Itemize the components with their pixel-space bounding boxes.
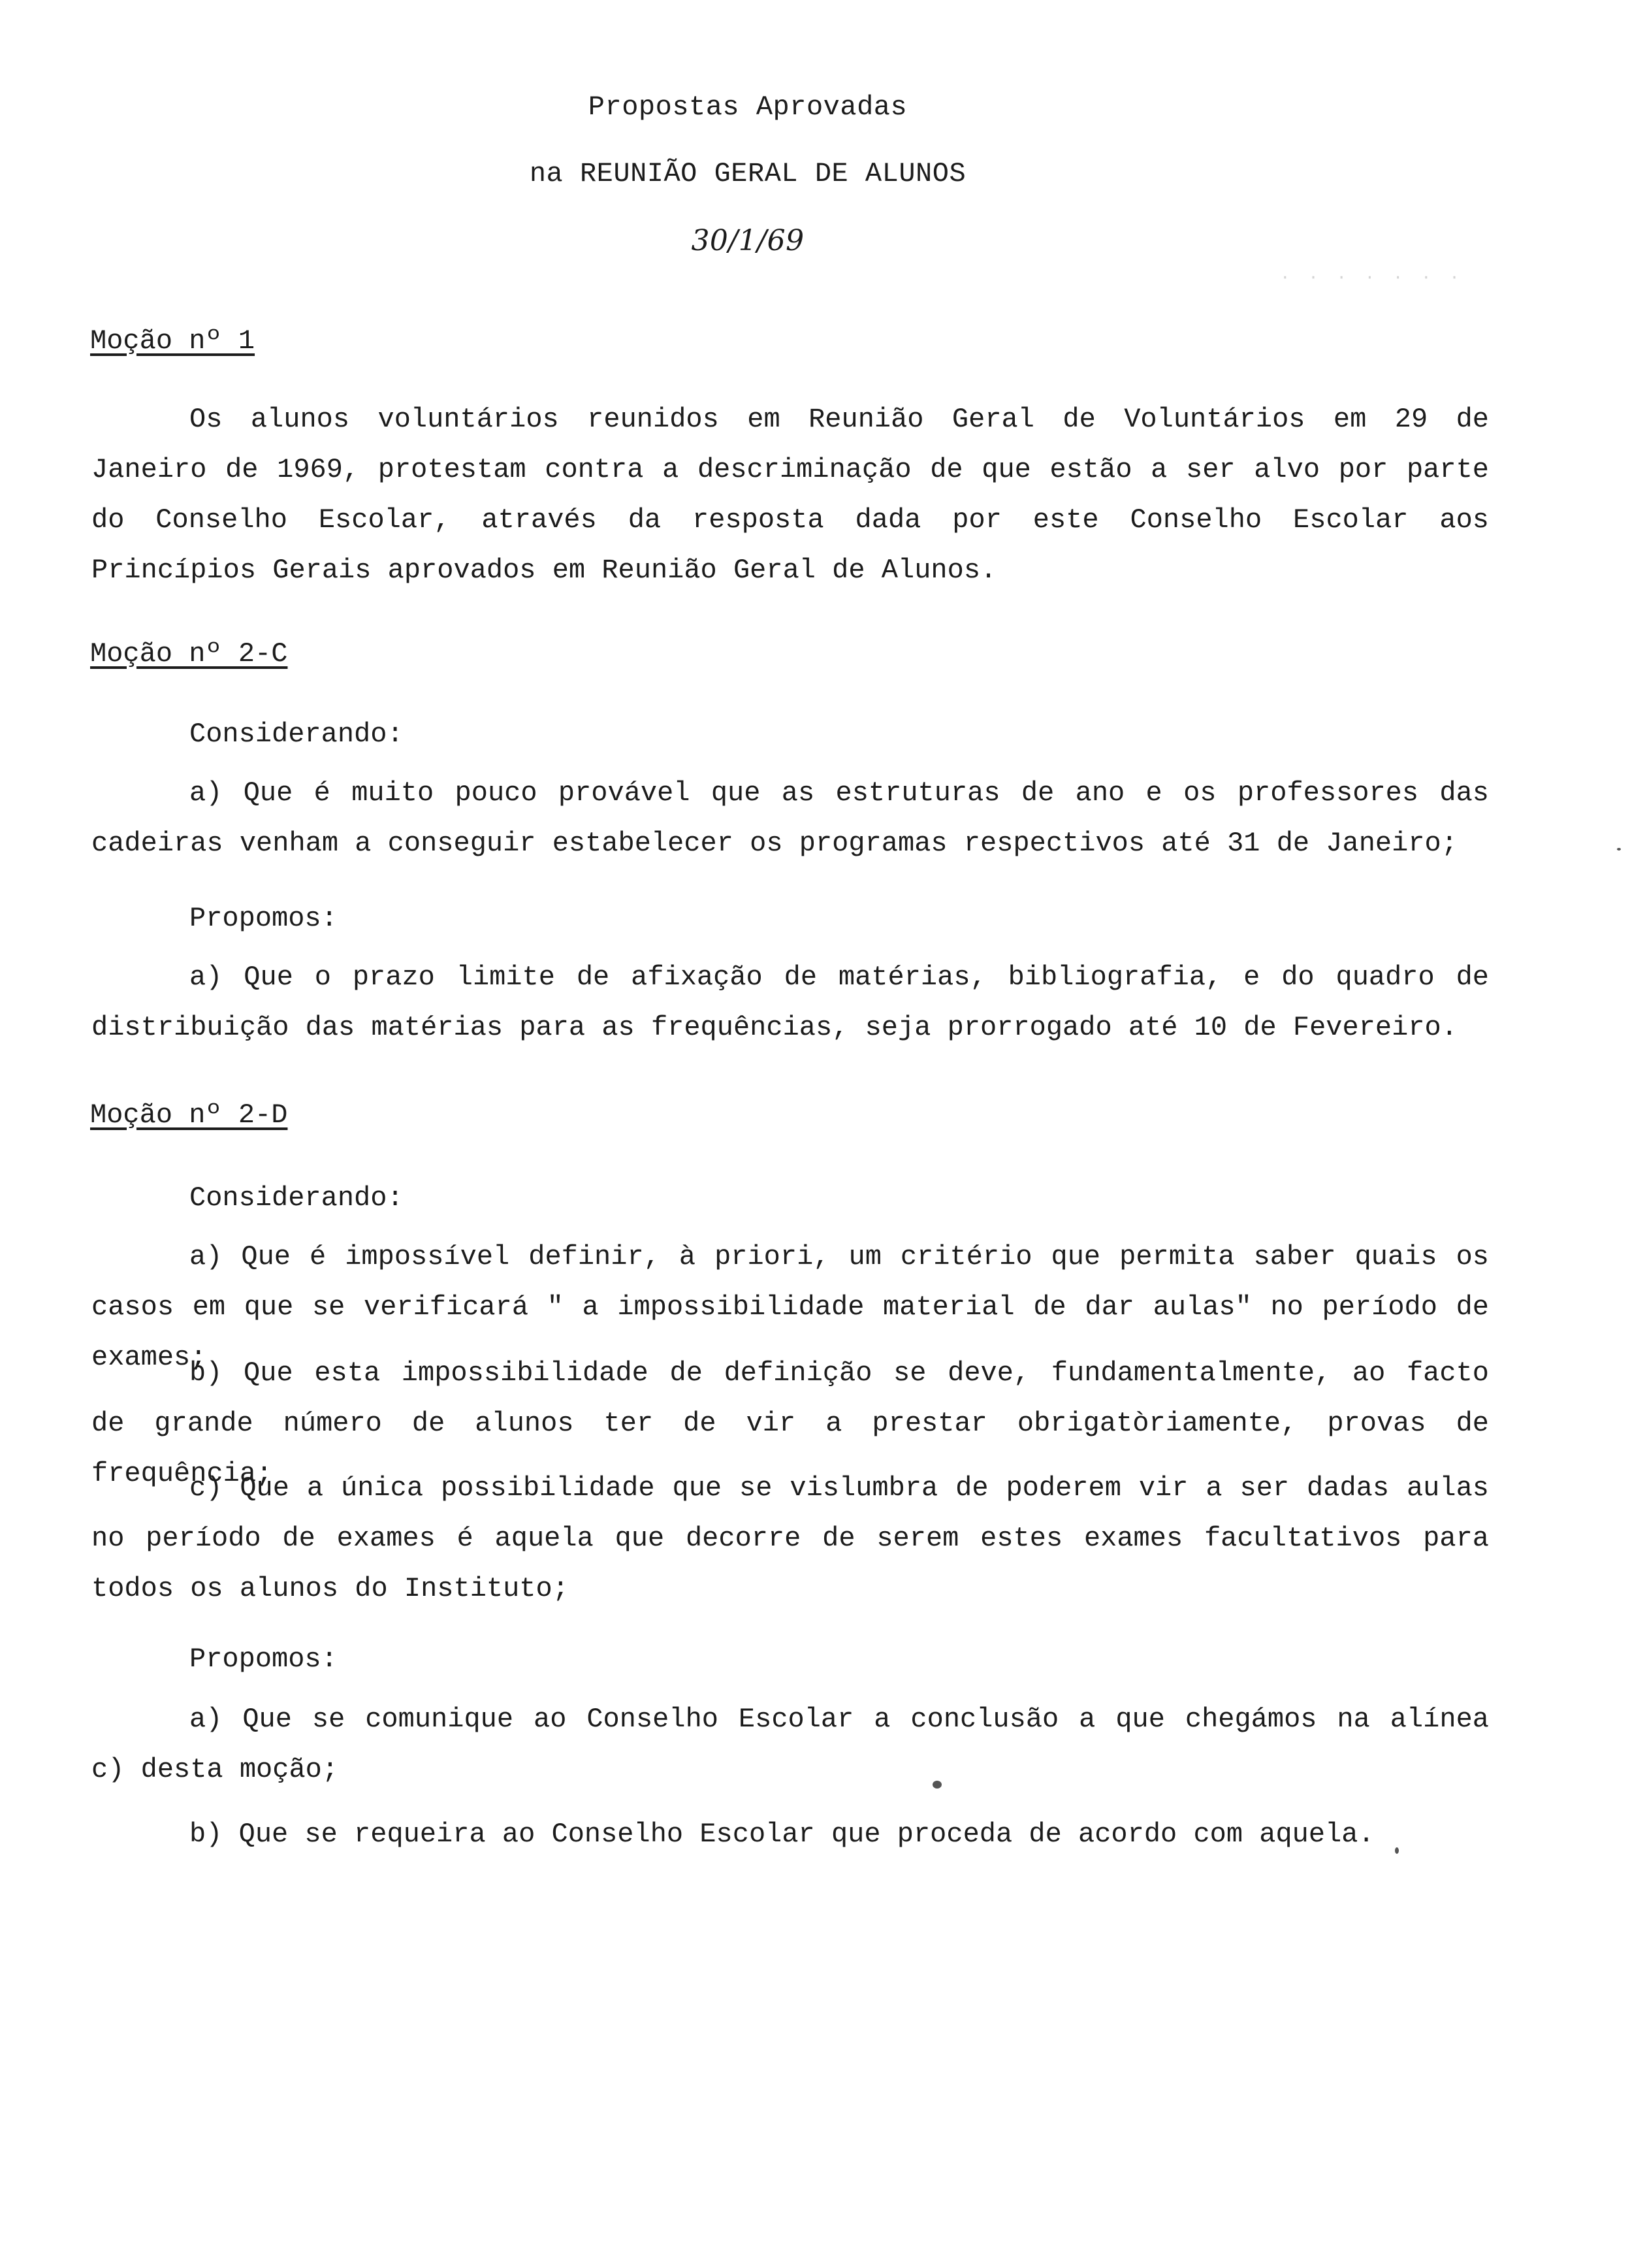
faint-mark: · · · · · · ·: [1280, 268, 1463, 287]
motion-2c-propomos-a: a) Que o prazo limite de afixação de matérias, bibliografia, e do quadro de distribuição das matérias para as frequências, seja prorrogado até 10 de Fevereiro.: [91, 962, 1489, 1043]
motion-2d-considerando-a: a) Que é impossível definir, à priori, um critério que permita saber quais os casos em que se verificará " a impossibilidade material de dar aulas" no período de exames;: [91, 1241, 1489, 1373]
motion-2d-considerando-label: Considerando:: [189, 1182, 404, 1214]
motion-2c-title: Moção nº 2-C: [90, 638, 288, 670]
motion-2d-propomos-a: a) Que se comunique ao Conselho Escolar a conclusão a que chegámos na alínea c) desta moção;: [91, 1704, 1489, 1785]
motion-1-title: Moção nº 1: [90, 325, 255, 357]
motion-2d-considerando-c: c) Que a única possibilidade que se vislumbra de poderem vir a ser dadas aulas no período de exames é aquela que decorre de serem estes exames facultativos para todos os alunos do Instituto;: [91, 1472, 1489, 1604]
document-title: Propostas Aprovadas: [588, 91, 908, 123]
document-subtitle: na REUNIÃO GERAL DE ALUNOS: [529, 158, 967, 189]
ink-speck: [1617, 848, 1621, 850]
motion-2d-propomos-b: b) Que se requeira ao Conselho Escolar que proceda de acordo com aquela.: [189, 1819, 1375, 1850]
motion-2d-propomos-label: Propomos:: [189, 1644, 338, 1675]
motion-2c-considerando-label: Considerando:: [189, 719, 404, 750]
motion-2d-considerando-b: b) Que esta impossibilidade de definição se deve, fundamentalmente, ao facto de grande número de alunos ter de vir a prestar obrigatòriamente, provas de frequência;: [91, 1357, 1489, 1489]
motion-2d-title: Moção nº 2-D: [90, 1099, 288, 1131]
motion-2c-considerando-a: a) Que é muito pouco provável que as estruturas de ano e os professores das cadeiras venham a conseguir estabelecer os programas respectivos até 31 de Janeiro;: [91, 777, 1489, 859]
document-date: 30/1/69: [691, 224, 805, 257]
motion-2c-propomos-label: Propomos:: [189, 903, 338, 934]
motion-1-text: Os alunos voluntários reunidos em Reunião Geral de Voluntários em 29 de Janeiro de 1969, protestam contra a descriminação de que estão a ser alvo por parte do Conselho Escolar, através da resposta dada por este Conselho Escolar aos Princípios Gerais aprovados em Reunião Geral de Alunos.: [91, 404, 1489, 586]
ink-speck: [933, 1781, 942, 1789]
ink-speck: [1395, 1847, 1399, 1854]
